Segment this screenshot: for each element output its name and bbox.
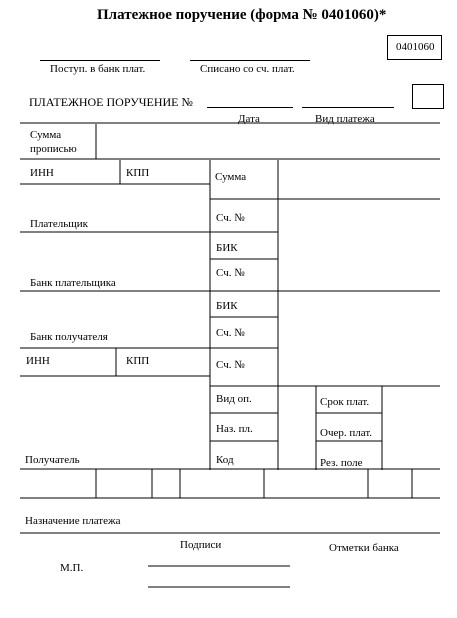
recipient-label: Получатель (25, 454, 80, 466)
recipient-account-label: Сч. № (216, 359, 245, 371)
recipient-bank-label: Банк получателя (30, 331, 108, 343)
payment-type-line (302, 107, 394, 108)
amount-in-words-label: Сумма прописью (30, 129, 77, 155)
debited-label: Списано со сч. плат. (200, 63, 295, 75)
form-title: Платежное поручение (форма № 0401060)* (97, 7, 387, 23)
payer-bank-account-label: Сч. № (216, 267, 245, 279)
reserve-field-label: Рез. поле (320, 457, 363, 469)
recipient-bank-account-label: Сч. № (216, 327, 245, 339)
recipient-kpp-label: КПП (126, 355, 150, 367)
payer-bik-label: БИК (216, 242, 238, 254)
payment-purpose-label: Назначение платежа (25, 515, 121, 527)
received-label: Поступ. в банк плат. (50, 63, 146, 75)
payer-label: Плательщик (30, 218, 88, 230)
payer-inn-label: ИНН (30, 167, 54, 179)
bank-marks-label: Отметки банка (329, 542, 399, 554)
op-type-label: Вид оп. (216, 393, 252, 405)
received-date-line (40, 60, 160, 61)
debited-date-line (190, 60, 310, 61)
code-label: Код (216, 454, 234, 466)
payer-kpp-label: КПП (126, 167, 150, 179)
payment-type-label: Вид платежа (315, 113, 375, 125)
form-code: 0401060 (396, 41, 435, 53)
purpose-code-label: Наз. пл. (216, 423, 253, 435)
signatures-label: Подписи (180, 539, 222, 551)
pay-term-label: Срок плат. (320, 396, 370, 408)
stamp-label: М.П. (60, 562, 84, 574)
order-priority-label: Очер. плат. (320, 427, 373, 439)
order-label: ПЛАТЕЖНОЕ ПОРУЧЕНИЕ № (29, 95, 193, 109)
amount-label: Сумма (215, 171, 247, 183)
recipient-inn-label: ИНН (26, 355, 50, 367)
payer-bank-label: Банк плательщика (30, 277, 116, 289)
recipient-bik-label: БИК (216, 300, 238, 312)
payer-account-label: Сч. № (216, 212, 245, 224)
date-label: Дата (238, 113, 260, 125)
order-number-line (207, 107, 293, 108)
status-box (412, 84, 444, 109)
